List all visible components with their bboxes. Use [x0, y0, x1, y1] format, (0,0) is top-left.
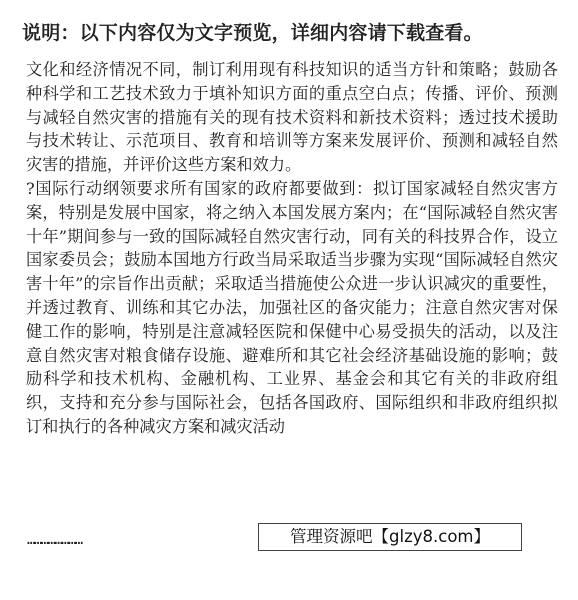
document-body [26, 58, 558, 439]
paragraph-1: 文化和经济情况不同，制订利用现有科技知识的适当方针和策略；鼓励各种科学和工艺技术致力于填补知识方面的重点空白点；传播、评价、预测与减轻自然灾害的措施有关的现有技术资料和新技术资料；透过技术援助与技术转让、示范项目、教育和培训等方案来发展评价、预测和减轻自然灾害的措施，并评价这些方案和效力。 [26, 60, 558, 175]
paragraph-2: ?国际行动纲领要求所有国家的政府都要做到：拟订国家减轻自然灾害方案，特别是发展中国家，将之纳入本国发展方案内；在“国际减轻自然灾害十年”期间参与一致的国际减轻自然灾害行动，同有关的科技界合作，设立国家委员会；鼓励本国地方行政当局采取适当步骤为实现“国际减轻自然灾害十年”的宗旨作出贡献；采取适当措施使公众进一步认识减灾的重要性，并透过教育、训练和其它办法，加强社区的备灾能力；注意自然灾害对保健工作的影响，特别是注意减轻医院和保健中心易受损失的活动，以及注意自然灾害对粮食储存设施、避难所和其它社会经济基础设施的影响；鼓励科学和技术机构、金融机构、工业界、基金会和其它有关的非政府组织，支持和充分参与国际社会，包括各国政府、国际组织和非政府组织拟订和执行的各种减灾方案和减灾活动 [26, 178, 558, 436]
preview-notice: 说明：以下内容仅为文字预览，详细内容请下载查看。 [22, 22, 483, 44]
truncation-ellipsis: …………………… [27, 532, 82, 548]
watermark-badge: 管理资源吧【glzy8.com】 [258, 523, 522, 551]
